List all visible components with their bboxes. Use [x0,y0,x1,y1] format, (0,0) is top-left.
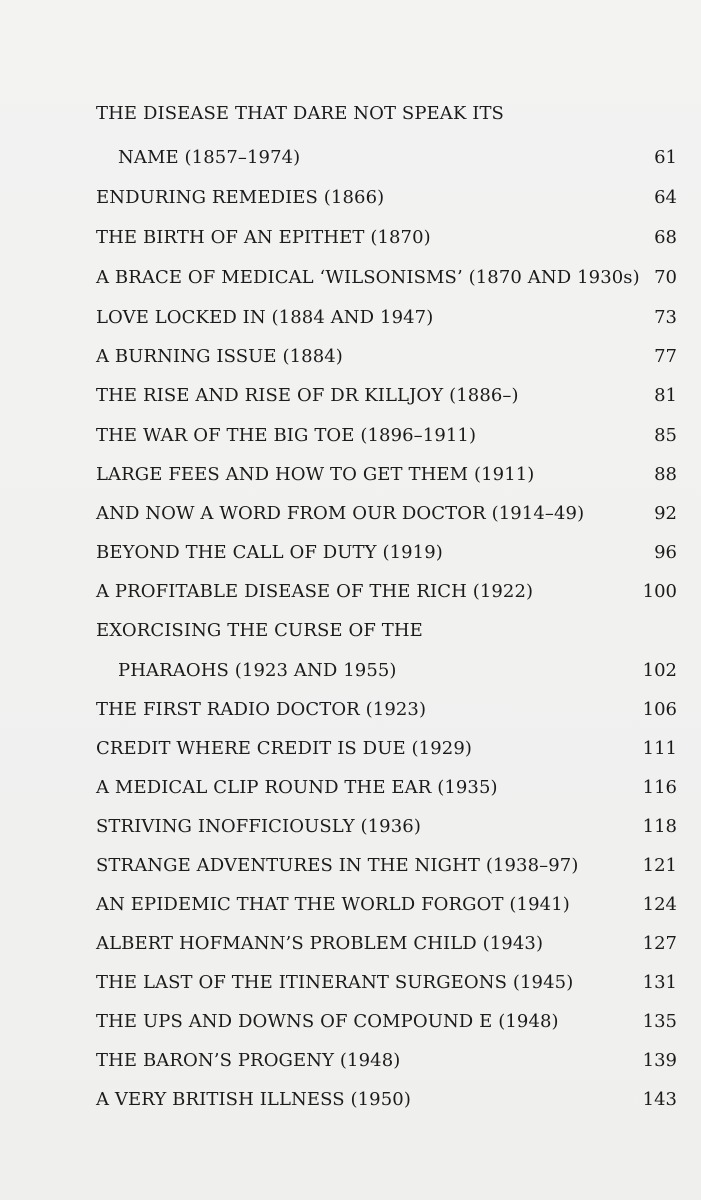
toc-row [0,968,701,998]
toc-page-number: 64 [654,187,677,208]
toc-page-number: 88 [654,464,677,485]
toc-page-number: 77 [654,346,677,367]
toc-page-number: 143 [642,1089,677,1110]
toc-title: THE WAR OF THE BIG TOE (1896–1911) [96,425,477,446]
toc-row [0,890,701,920]
toc-title: THE FIRST RADIO DOCTOR (1923) [96,699,427,720]
toc-row [0,499,701,529]
toc-title: THE RISE AND RISE OF DR KILLJOY (1886–) [96,385,519,406]
toc-title: PHARAOHS (1923 AND 1955) [118,660,397,681]
toc-page-number: 116 [642,777,677,798]
toc-page-number: 135 [642,1011,677,1032]
toc-page-number: 96 [654,542,677,563]
toc-row [0,223,701,253]
toc-row [0,616,701,646]
toc-row [0,183,701,213]
toc-row [0,538,701,568]
toc-row [0,460,701,490]
toc-page-number: 118 [642,816,677,837]
toc-page-number: 68 [654,227,677,248]
toc-page-number: 131 [642,972,677,993]
toc-page-number: 85 [654,425,677,446]
toc-title: STRIVING INOFFICIOUSLY (1936) [96,816,421,837]
toc-title: NAME (1857–1974) [118,147,301,168]
toc-title: THE UPS AND DOWNS OF COMPOUND E (1948) [96,1011,559,1032]
toc-title: A MEDICAL CLIP ROUND THE EAR (1935) [96,777,498,798]
toc-row [0,695,701,725]
toc-title: STRANGE ADVENTURES IN THE NIGHT (1938–97) [96,855,579,876]
toc-row [0,812,701,842]
toc-page-number: 124 [642,894,677,915]
toc-title: ENDURING REMEDIES (1866) [96,187,385,208]
toc-row [0,929,701,959]
toc-page-number: 100 [642,581,677,602]
toc-title: AN EPIDEMIC THAT THE WORLD FORGOT (1941) [96,894,570,915]
toc-title: A BURNING ISSUE (1884) [96,346,343,367]
toc-page-number: 139 [642,1050,677,1071]
toc-page-number: 121 [642,855,677,876]
toc-row [0,342,701,372]
toc-title: BEYOND THE CALL OF DUTY (1919) [96,542,443,563]
toc-page-number: 106 [642,699,677,720]
toc-title: A VERY BRITISH ILLNESS (1950) [96,1089,411,1110]
toc-page-number: 70 [654,267,677,288]
toc-row [0,1085,701,1115]
toc-title: CREDIT WHERE CREDIT IS DUE (1929) [96,738,472,759]
toc-title: LOVE LOCKED IN (1884 AND 1947) [96,307,434,328]
toc-title: ALBERT HOFMANN’S PROBLEM CHILD (1943) [96,933,544,954]
toc-title: A PROFITABLE DISEASE OF THE RICH (1922) [96,581,534,602]
toc-page-number: 73 [654,307,677,328]
toc-row [0,851,701,881]
toc-row [0,381,701,411]
toc-page-number: 61 [654,147,677,168]
toc-row [0,303,701,333]
toc-row [0,1007,701,1037]
toc-row [0,421,701,451]
toc-title: A BRACE OF MEDICAL ‘WILSONISMS’ (1870 AND 1930s) [96,267,640,288]
toc-page-number: 127 [642,933,677,954]
toc-page-number: 92 [654,503,677,524]
toc-row [0,773,701,803]
toc-row [0,734,701,764]
toc-title: THE LAST OF THE ITINERANT SURGEONS (1945) [96,972,574,993]
toc-row [0,263,701,293]
toc-page-number: 111 [642,738,677,759]
toc-title: EXORCISING THE CURSE OF THE [96,620,423,641]
toc-title: THE DISEASE THAT DARE NOT SPEAK ITS [96,103,504,124]
toc-title: THE BIRTH OF AN EPITHET (1870) [96,227,431,248]
toc-page-number: 81 [654,385,677,406]
toc-title: AND NOW A WORD FROM OUR DOCTOR (1914–49) [96,503,585,524]
toc-title: THE BARON’S PROGENY (1948) [96,1050,401,1071]
toc-row [0,99,701,129]
toc-row [0,1046,701,1076]
toc-row [0,656,701,686]
toc-title: LARGE FEES AND HOW TO GET THEM (1911) [96,464,535,485]
toc-page-number: 102 [642,660,677,681]
toc-row [0,577,701,607]
toc-row [0,143,701,173]
